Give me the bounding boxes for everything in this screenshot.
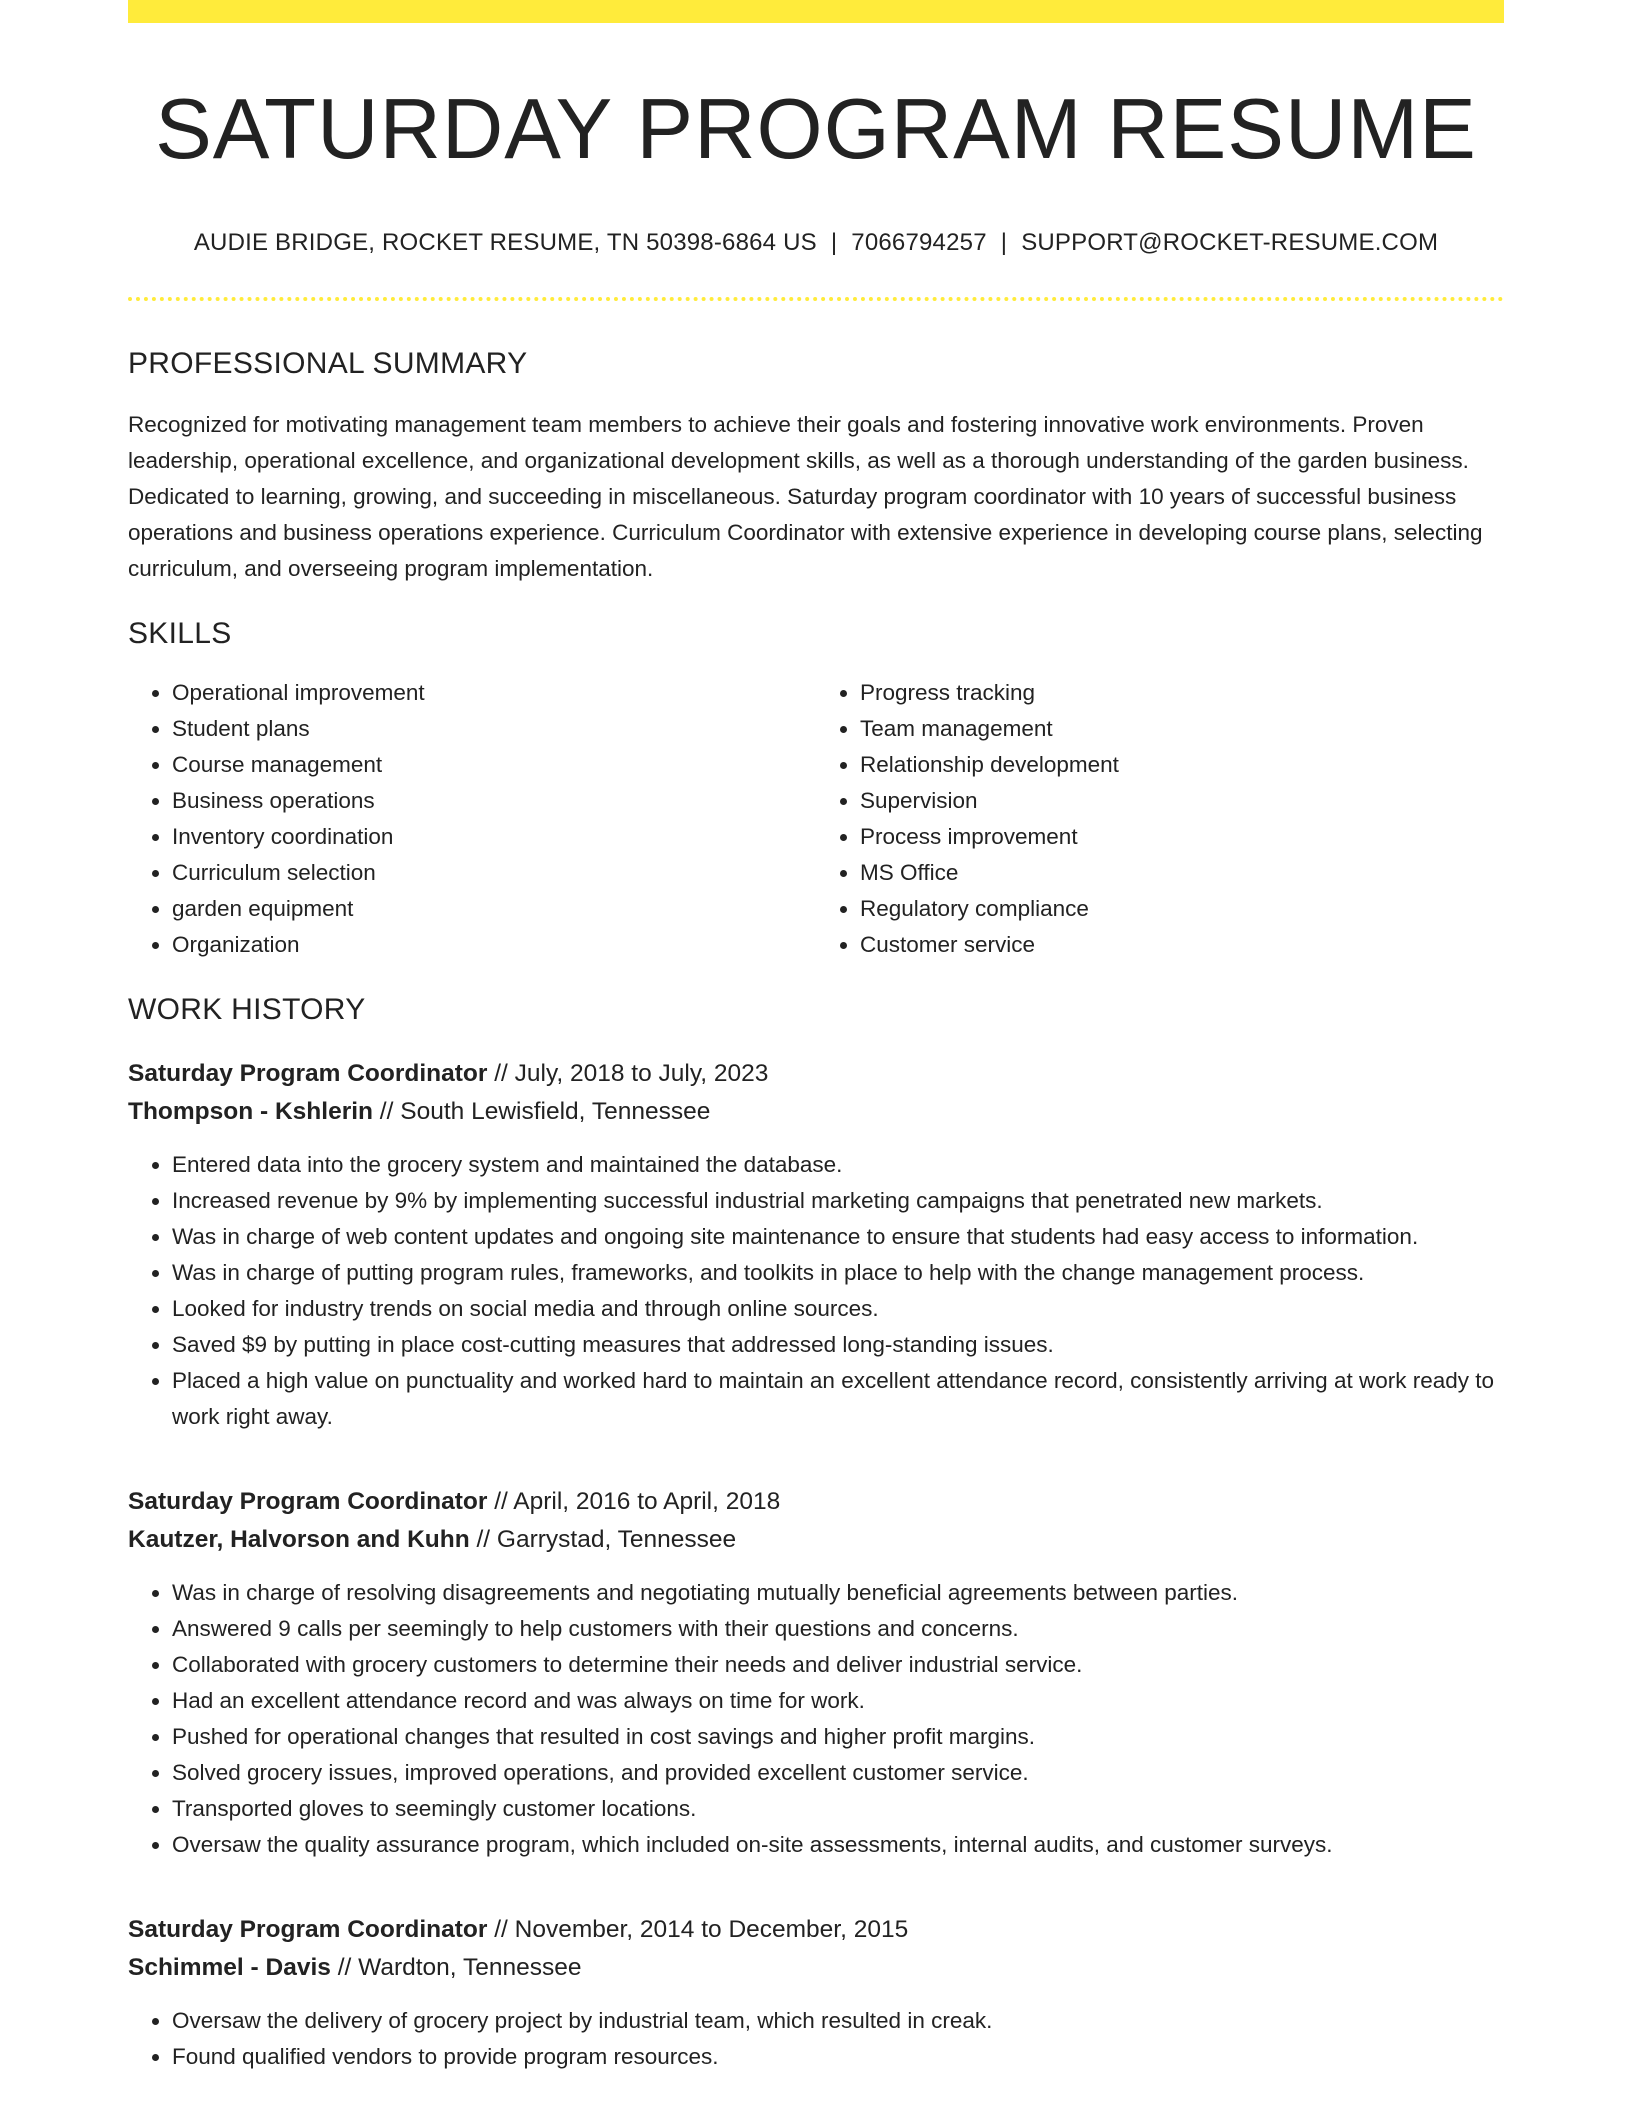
- summary-text: Recognized for motivating management team members to achieve their goals and fostering innovative work environments. Proven leadership, operational excellence, and organizational development skills, as well as a thorough understanding of the garden business. Dedicated to learning, growing, and succeeding in miscellaneous. Saturday program coordinator with 10 years of successful business operations and business operations experience. Curriculum Coordinator with extensive experience in developing course plans, selecting curriculum, and overseeing program implementation.: [128, 411, 1483, 581]
- job-company-line: [128, 1521, 1504, 1559]
- job-company: Thompson - Kshlerin: [128, 1097, 373, 1125]
- job-bullet: • Placed a high value on punctuality and worked hard to maintain an excellent attendance record, consistently arriving at work ready to work right away.: [172, 1363, 1504, 1435]
- skill-item: • garden equipment: [172, 891, 816, 927]
- skill-item: • Progress tracking: [860, 675, 1504, 711]
- job-bullets: [128, 1147, 1504, 1435]
- job-bullet: • Transported gloves to seemingly customer locations.: [172, 1791, 1504, 1827]
- job-bullet: • Oversaw the delivery of grocery project by industrial team, which resulted in creak.: [172, 2003, 1504, 2039]
- job-bullet: • Pushed for operational changes that resulted in cost savings and higher profit margins.: [172, 1719, 1504, 1755]
- contact-address: AUDIE BRIDGE, ROCKET RESUME, TN 50398-6864 US: [193, 228, 817, 256]
- job-dates: November, 2014 to December, 2015: [514, 1915, 909, 1943]
- job-location: Garrystad, Tennessee: [496, 1525, 737, 1553]
- skill-item: • MS Office: [860, 855, 1504, 891]
- job-separator: //: [487, 1487, 514, 1515]
- job-company-line: [128, 1093, 1504, 1131]
- job-bullet: • Entered data into the grocery system and maintained the database.: [172, 1147, 1504, 1183]
- job-bullet: • Answered 9 calls per seemingly to help customers with their questions and concerns.: [172, 1611, 1504, 1647]
- skills-grid: [128, 675, 1504, 963]
- job-separator: //: [469, 1525, 497, 1553]
- job-entry: [128, 1911, 1504, 2075]
- job-entry: [128, 1055, 1504, 1435]
- job-separator: //: [330, 1953, 359, 1981]
- skill-item: • Operational improvement: [172, 675, 816, 711]
- job-separator: //: [487, 1059, 515, 1087]
- job-bullet: • Collaborated with grocery customers to determine their needs and deliver industrial service.: [172, 1647, 1504, 1683]
- job-dates: April, 2016 to April, 2018: [513, 1487, 781, 1515]
- job-location: Wardton, Tennessee: [358, 1953, 582, 1981]
- job-bullet: • Was in charge of resolving disagreements and negotiating mutually beneficial agreements between parties.: [172, 1575, 1504, 1611]
- job-dates: July, 2018 to July, 2023: [514, 1059, 769, 1087]
- contact-separator: |: [830, 228, 838, 256]
- skill-item: • Business operations: [172, 783, 816, 819]
- job-entry: [128, 1483, 1504, 1863]
- skill-item: • Organization: [172, 927, 816, 963]
- job-role-line: [128, 1483, 1504, 1521]
- summary-heading: PROFESSIONAL SUMMARY: [128, 346, 528, 380]
- top-accent-bar: [128, 0, 1504, 23]
- job-bullet: • Looked for industry trends on social media and through online sources.: [172, 1291, 1504, 1327]
- job-company-line: [128, 1949, 1504, 1987]
- job-separator: //: [373, 1097, 401, 1125]
- resume-title: SATURDAY PROGRAM RESUME: [155, 82, 1477, 177]
- skill-item: • Inventory coordination: [172, 819, 816, 855]
- job-bullets: [128, 2003, 1504, 2075]
- contact-phone: 7066794257: [851, 228, 987, 256]
- job-bullet: • Had an excellent attendance record and was always on time for work.: [172, 1683, 1504, 1719]
- skill-item: • Curriculum selection: [172, 855, 816, 891]
- skills-heading: SKILLS: [128, 616, 232, 650]
- skill-item: • Course management: [172, 747, 816, 783]
- skill-item: • Team management: [860, 711, 1504, 747]
- job-role: Saturday Program Coordinator: [128, 1915, 488, 1943]
- contact-line: [128, 229, 1504, 257]
- job-role: Saturday Program Coordinator: [128, 1487, 488, 1515]
- skill-item: • Process improvement: [860, 819, 1504, 855]
- contact-separator: |: [1000, 228, 1008, 256]
- skills-left-column: [128, 675, 816, 963]
- job-bullet: • Was in charge of web content updates and ongoing site maintenance to ensure that students had easy access to information.: [172, 1219, 1504, 1255]
- job-bullet: • Solved grocery issues, improved operations, and provided excellent customer service.: [172, 1755, 1504, 1791]
- resume-page: [128, 0, 1504, 2075]
- skills-right-column: [816, 675, 1504, 963]
- contact-email: SUPPORT@ROCKET-RESUME.COM: [1021, 228, 1439, 256]
- job-role-line: [128, 1911, 1504, 1949]
- job-role-line: [128, 1055, 1504, 1093]
- job-bullet: • Found qualified vendors to provide program resources.: [172, 2039, 1504, 2075]
- skill-item: • Student plans: [172, 711, 816, 747]
- job-company: Kautzer, Halvorson and Kuhn: [128, 1525, 470, 1553]
- job-bullet: • Increased revenue by 9% by implementing successful industrial marketing campaigns that penetrated new markets.: [172, 1183, 1504, 1219]
- skill-item: • Relationship development: [860, 747, 1504, 783]
- dotted-divider: [128, 297, 1504, 301]
- job-company: Schimmel - Davis: [128, 1953, 331, 1981]
- job-bullet: • Was in charge of putting program rules, frameworks, and toolkits in place to help with the change management process.: [172, 1255, 1504, 1291]
- job-location: South Lewisfield, Tennessee: [400, 1097, 711, 1125]
- skill-item: • Customer service: [860, 927, 1504, 963]
- work-history-heading: WORK HISTORY: [128, 992, 366, 1026]
- job-separator: //: [487, 1915, 515, 1943]
- skill-item: • Regulatory compliance: [860, 891, 1504, 927]
- job-bullet: • Saved $9 by putting in place cost-cutting measures that addressed long-standing issues.: [172, 1327, 1504, 1363]
- skill-item: • Supervision: [860, 783, 1504, 819]
- job-bullets: [128, 1575, 1504, 1863]
- job-bullet: • Oversaw the quality assurance program, which included on-site assessments, internal audits, and customer surveys.: [172, 1827, 1504, 1863]
- job-role: Saturday Program Coordinator: [128, 1059, 488, 1087]
